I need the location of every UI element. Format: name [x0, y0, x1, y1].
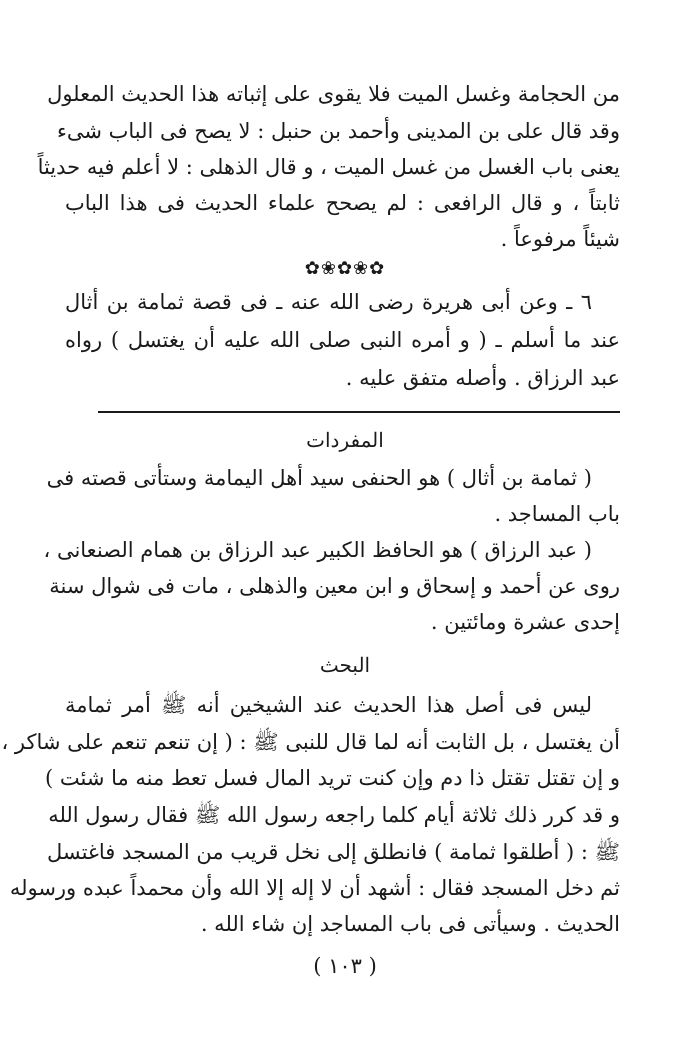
- vocab-line: روى عن أحمد و إسحاق و ابن معين والذهلى ، مات فى شوال سنة: [49, 574, 620, 598]
- discussion-heading: البحث: [319, 653, 371, 677]
- text-line: وقد قال على بن المدينى وأحمد بن حنبل : لا يصح فى الباب شىء: [56, 119, 620, 143]
- text-line: من الحجامة وغسل الميت فلا يقوى على إثباته هذا الحديث المعلول: [47, 82, 620, 106]
- ornament-divider: ✿❀✿❀✿: [304, 258, 386, 279]
- vocab-heading: المفردات: [306, 428, 384, 452]
- hadith-line: عبد الرزاق . وأصله متفق عليه .: [345, 366, 620, 390]
- text-line: ثابتاً ، و قال الرافعى : لم يصحح علماء الحديث فى هذا الباب: [65, 191, 620, 215]
- discussion-line: و قد كرر ذلك ثلاثة أيام كلما راجعه رسول الله ﷺ فقال رسول الله: [48, 803, 620, 827]
- discussion-line: أن يغتسل ، بل الثابت أنه لما قال للنبى ﷺ : ( إن تنعم تنعم على شاكر ،: [1, 730, 620, 754]
- discussion-line: الحديث . وسيأتى فى باب المساجد إن شاء الله .: [200, 912, 620, 936]
- discussion-line: ليس فى أصل هذا الحديث عند الشيخين أنه ﷺ أمر ثمامة: [65, 693, 592, 717]
- section-rule: [98, 411, 620, 413]
- vocab-line: إحدى عشرة ومائتين .: [430, 610, 620, 634]
- text-line: يعنى باب الغسل من غسل الميت ، و قال الذهلى : لا أعلم فيه حديثاً: [37, 155, 620, 179]
- text-line: شيئاً مرفوعاً .: [500, 227, 620, 251]
- discussion-line: و إن تقتل تقتل ذا دم وإن كنت تريد المال فسل تعط منه ما شئت ): [45, 766, 620, 790]
- hadith-line: ٦ ـ وعن أبى هريرة رضى الله عنه ـ فى قصة ثمامة بن أثال: [65, 290, 592, 314]
- vocab-line: ( ثمامة بن أثال ) هو الحنفى سيد أهل اليمامة وستأتى قصته فى: [46, 466, 592, 490]
- discussion-line: ثم دخل المسجد فقال : أشهد أن لا إله إلا الله وأن محمداً عبده ورسوله: [9, 876, 620, 900]
- page-number: ( ١٠٣ ): [313, 954, 377, 978]
- vocab-line: ( عبد الرزاق ) هو الحافظ الكبير عبد الرزاق بن همام الصنعانى ،: [43, 538, 592, 562]
- vocab-line: باب المساجد .: [494, 502, 620, 526]
- discussion-line: ﷺ : ( أطلقوا ثمامة ) فانطلق إلى نخل قريب من المسجد فاغتسل: [46, 840, 620, 864]
- hadith-line: عند ما أسلم ـ ( و أمره النبى صلى الله عليه أن يغتسل ) رواه: [65, 328, 620, 352]
